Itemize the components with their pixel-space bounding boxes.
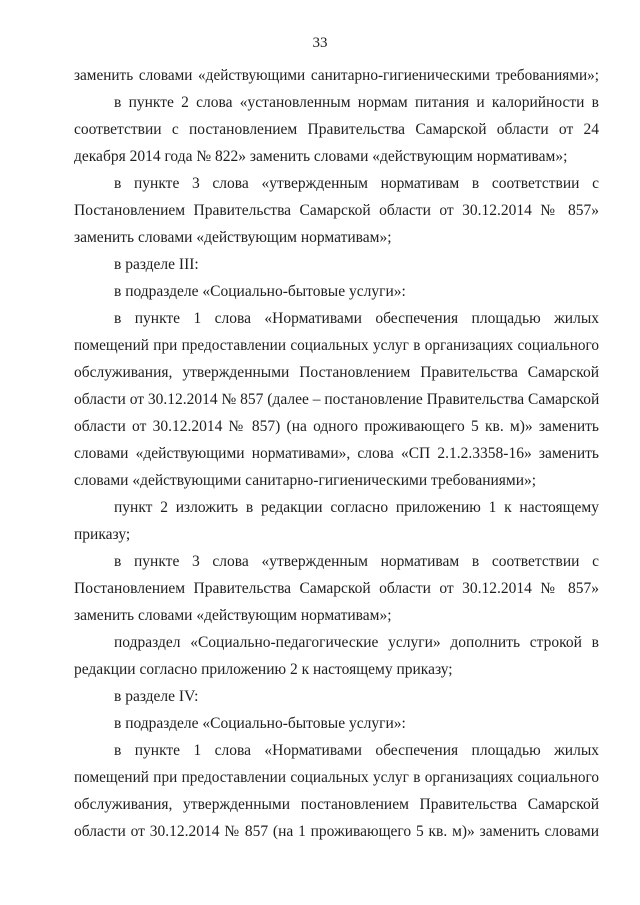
text-line: приказу; — [74, 526, 131, 543]
text-line: области от 30.12.2014 № 857) (на одного проживающего 5 кв. м)» заменить — [74, 418, 599, 435]
text-line: в пункте 1 слова «Нормативами обеспечения площадью жилых — [114, 742, 599, 759]
text-line: области от 30.12.2014 № 857 (на 1 проживающего 5 кв. м)» заменить словами — [74, 823, 599, 840]
text-line: в подразделе «Социально-бытовые услуги»: — [114, 283, 406, 300]
text-line: обслуживания, утвержденными Постановлением Правительства Самарской — [74, 364, 599, 381]
text-line: в пункте 1 слова «Нормативами обеспечения площадью жилых — [114, 310, 599, 327]
text-line: заменить словами «действующими санитарно-гигиеническими требованиями»; — [74, 67, 599, 84]
text-line: в разделе III: — [114, 256, 199, 273]
text-line: в разделе IV: — [114, 688, 199, 705]
page-number: 33 — [312, 35, 328, 51]
text-line: Постановлением Правительства Самарской области от 30.12.2014 № 857» — [74, 580, 599, 597]
text-line: соответствии с постановлением Правительства Самарской области от 24 — [74, 121, 599, 138]
text-line: в пункте 3 слова «утвержденным нормативам в соответствии с — [114, 175, 599, 192]
document-body — [74, 62, 599, 845]
text-line: подраздел «Социально-педагогические услуги» дополнить строкой в — [114, 634, 599, 651]
text-line: декабря 2014 года № 822» заменить словами «действующим нормативам»; — [74, 148, 568, 165]
text-line: заменить словами «действующим нормативам»; — [74, 229, 392, 246]
text-line: редакции согласно приложению 2 к настоящему приказу; — [74, 661, 453, 678]
text-line: в подразделе «Социально-бытовые услуги»: — [114, 715, 406, 732]
text-line: обслуживания, утвержденными постановлением Правительства Самарской — [74, 796, 599, 813]
text-line: в пункте 3 слова «утвержденным нормативам в соответствии с — [114, 553, 599, 570]
text-line: Постановлением Правительства Самарской области от 30.12.2014 № 857» — [74, 202, 599, 219]
text-line: словами «действующими нормативами», слова «СП 2.1.2.3358-16» заменить — [74, 445, 599, 462]
text-line: словами «действующими санитарно-гигиеническими требованиями»; — [74, 472, 537, 489]
text-line: пункт 2 изложить в редакции согласно приложению 1 к настоящему — [114, 499, 599, 516]
text-line: в пункте 2 слова «установленным нормам питания и калорийности в — [114, 94, 599, 111]
text-line: помещений при предоставлении социальных услуг в организациях социального — [74, 337, 599, 354]
text-line: заменить словами «действующим нормативам»; — [74, 607, 392, 624]
text-line: помещений при предоставлении социальных услуг в организациях социального — [74, 769, 599, 786]
text-line: области от 30.12.2014 № 857 (далее – постановление Правительства Самарской — [74, 391, 600, 408]
